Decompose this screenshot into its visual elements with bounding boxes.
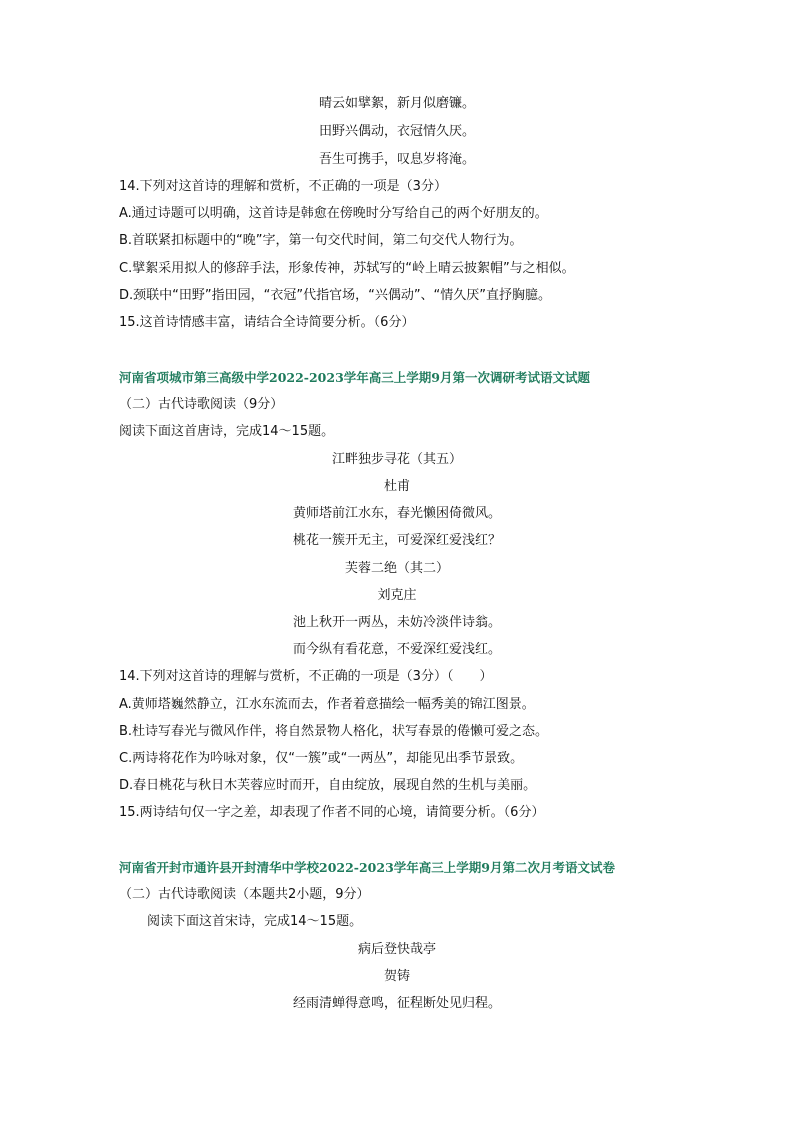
poem-line: 而今纵有看花意，不爱深红爱浅红。 (292, 642, 501, 657)
option-d: D.春日桃花与秋日木芙蓉应时而开，自由绽放，展现自然的生机与美丽。 (119, 778, 537, 793)
poem-line: 黄师塔前江水东，春光懒困倚微风。 (292, 506, 501, 521)
question-15: 15.这首诗情感丰富，请结合全诗简要分析。（6分） (119, 315, 415, 330)
option-c: C.两诗将花作为吟咏对象，仅“一簇”或“一两丛”，却能见出季节景致。 (119, 751, 524, 766)
instruction-text: 阅读下面这首宋诗，完成14～15题。 (147, 914, 363, 929)
poem-line: 池上秋开一两丛，未妨冷淡伴诗翁。 (292, 615, 501, 630)
poem-author: 贺铸 (383, 969, 410, 984)
option-b: B.杜诗写春光与微风作伴，将自然景物人格化，状写春景的倦懒可爱之态。 (119, 724, 549, 739)
poem-author: 杜甫 (383, 479, 410, 494)
option-d: D.颈联中“田野”指田园，“衣冠”代指官场，“兴偶动”、“情久厌”直抒胸臆。 (119, 288, 552, 303)
poem-line: 桃花一簇开无主，可爱深红爱浅红？ (292, 533, 501, 548)
poem-line: 吾生可携手，叹息岁将淹。 (318, 152, 475, 167)
section-title: （二）古代诗歌阅读（本题共2小题，9分） (119, 887, 370, 902)
option-a: A.黄师塔巍然静立，江水东流而去，作者着意描绘一幅秀美的锦江图景。 (119, 697, 535, 712)
section-title: （二）古代诗歌阅读（9分） (119, 397, 284, 412)
poem-title: 芙蓉二绝（其二） (344, 561, 449, 576)
source-heading: 河南省开封市通许县开封清华中学校2022-2023学年高三上学期9月第二次月考语文试卷 (119, 860, 615, 875)
poem-title: 江畔独步寻花（其五） (331, 452, 462, 467)
question-15: 15.两诗结句仅一字之差，却表现了作者不同的心境，请简要分析。（6分） (119, 805, 545, 820)
poem-author: 刘克庄 (377, 588, 417, 603)
option-a: A.通过诗题可以明确，这首诗是韩愈在傍晚时分写给自己的两个好朋友的。 (119, 206, 548, 221)
poem-line: 晴云如擘絮，新月似磨镰。 (318, 96, 475, 111)
poem-line: 经雨清蝉得意鸣，征程断处见归程。 (292, 996, 501, 1011)
poem-line: 田野兴偶动，衣冠情久厌。 (318, 124, 475, 139)
instruction-text: 阅读下面这首唐诗，完成14～15题。 (119, 424, 335, 439)
option-b: B.首联紧扣标题中的“晚”字，第一句交代时间，第二句交代人物行为。 (119, 233, 523, 248)
source-heading: 河南省项城市第三高级中学2022-2023学年高三上学期9月第一次调研考试语文试题 (119, 370, 590, 385)
option-c: C.擘絮采用拟人的修辞手法，形象传神，苏轼写的“岭上晴云披絮帽”与之相似。 (119, 261, 575, 276)
question-14: 14.下列对这首诗的理解与赏析，不正确的一项是（3分）（ ） (119, 669, 493, 684)
question-14: 14.下列对这首诗的理解和赏析，不正确的一项是（3分） (119, 179, 447, 194)
poem-title: 病后登快哉亭 (357, 942, 436, 957)
